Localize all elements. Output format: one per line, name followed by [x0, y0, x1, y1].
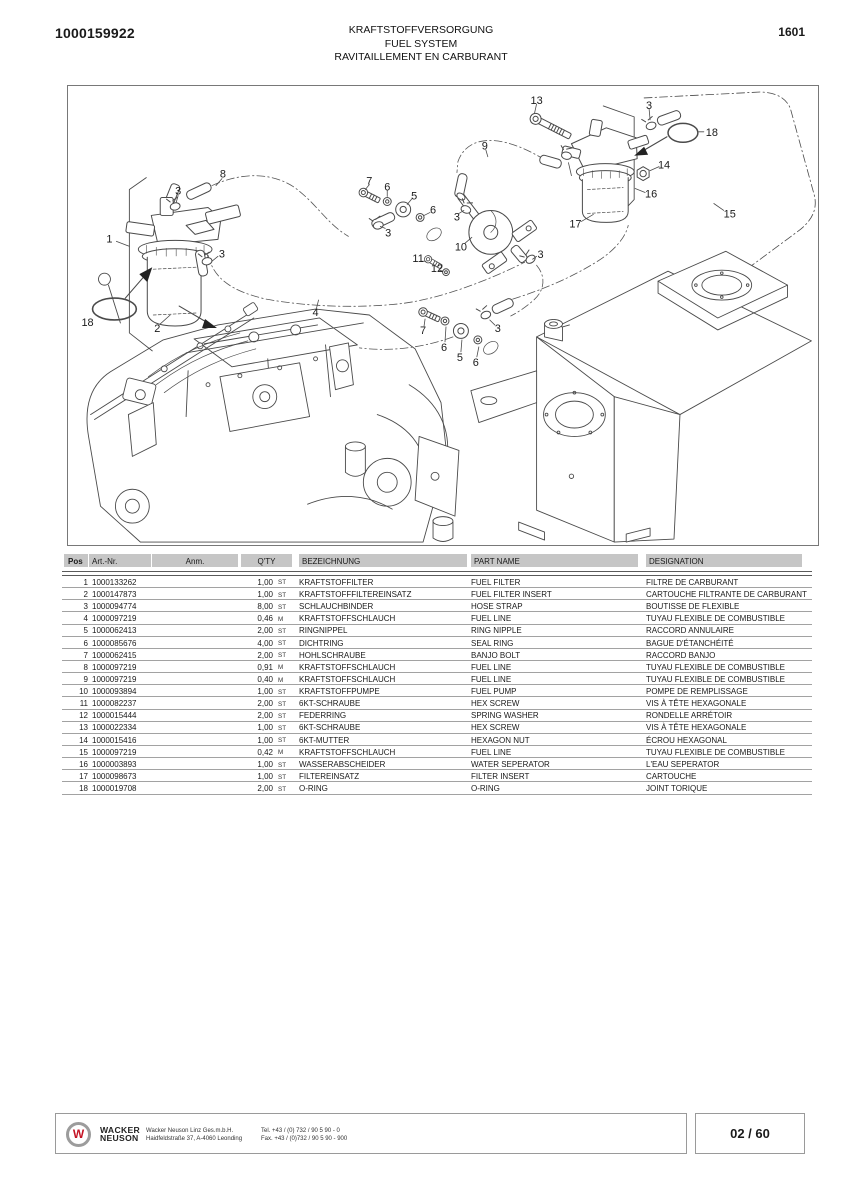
cell-art: 1000094774 [92, 602, 137, 612]
cell-part: SPRING WASHER [471, 711, 539, 721]
col-header-qty: Q'TY [241, 554, 292, 567]
cell-pos: 4 [83, 614, 88, 624]
cell-part: RING NIPPLE [471, 626, 522, 636]
callout-label: 12 [430, 263, 444, 276]
table-row [62, 722, 812, 734]
cell-pos: 18 [79, 784, 88, 794]
cell-part: BANJO BOLT [471, 650, 521, 660]
page-indicator: 02 / 60 [695, 1113, 805, 1154]
table-row [62, 588, 812, 600]
cell-unit: ST [278, 725, 287, 733]
cell-desig: CARTOUCHE FILTRANTE DE CARBURANT [646, 589, 807, 599]
cell-unit: ST [278, 652, 287, 660]
cell-art: 1000022334 [92, 723, 137, 733]
table-row [62, 673, 812, 685]
brand-line1: WACKER [100, 1125, 140, 1135]
cell-unit: M [278, 664, 284, 672]
cell-unit: M [278, 615, 284, 623]
col-header-bezeichnung: BEZEICHNUNG [299, 554, 467, 567]
cell-bez: WASSERABSCHEIDER [299, 759, 386, 769]
cell-part: WATER SEPERATOR [471, 759, 550, 769]
cell-pos: 8 [83, 662, 88, 672]
cell-bez: DICHTRING [299, 638, 344, 648]
cell-desig: TUYAU FLEXIBLE DE COMBUSTIBLE [646, 747, 785, 757]
callout-label: 3 [537, 249, 544, 262]
diagram-svg [68, 86, 818, 545]
table-row [62, 746, 812, 758]
document-number: 1000159922 [55, 25, 135, 41]
o-ring-illustration [668, 123, 698, 142]
cell-desig: ÉCROU HEXAGONAL [646, 735, 727, 745]
cell-qty: 0,42 [257, 747, 273, 757]
cell-part: FUEL LINE [471, 747, 512, 757]
cell-bez: KRAFTSTOFFPUMPE [299, 687, 380, 697]
engine-illustration [87, 273, 448, 542]
page-title [0, 24, 842, 65]
cell-desig: FILTRE DE CARBURANT [646, 577, 739, 587]
cell-qty: 1,00 [257, 687, 273, 697]
title-german: KRAFTSTOFFVERSORGUNG [348, 24, 494, 36]
company-street: Haidfeldstraße 37, A-4060 Leonding [146, 1135, 243, 1142]
cell-pos: 5 [83, 626, 88, 636]
callout-label: 7 [366, 175, 373, 188]
cell-desig: RACCORD BANJO [646, 650, 716, 660]
callout-label: 5 [411, 190, 418, 203]
cell-bez: KRAFTSTOFFSCHLAUCH [299, 662, 396, 672]
water-separator-illustration [528, 106, 698, 222]
cell-unit: ST [278, 591, 287, 599]
cell-unit: ST [278, 761, 287, 769]
callout-label: 11 [412, 253, 424, 266]
cell-pos: 17 [79, 772, 88, 782]
cell-bez: 6KT-MUTTER [299, 735, 350, 745]
col-header-pos: Pos [64, 554, 88, 567]
long-bolt-illustration [528, 111, 572, 141]
brand-text [100, 1126, 140, 1143]
table-row [62, 661, 812, 673]
cell-part: FILTER INSERT [471, 772, 530, 782]
cell-qty: 8,00 [257, 602, 273, 612]
cell-art: 1000015444 [92, 711, 137, 721]
cell-pos: 11 [79, 699, 88, 709]
cell-part: FUEL FILTER INSERT [471, 589, 552, 599]
cell-unit: M [278, 749, 284, 757]
table-row [62, 600, 812, 612]
cell-unit: ST [278, 688, 287, 696]
cell-bez: 6KT-SCHRAUBE [299, 723, 361, 733]
cell-part: HEX SCREW [471, 723, 520, 733]
cell-part: FUEL PUMP [471, 687, 517, 697]
cell-bez: O-RING [299, 784, 328, 794]
cell-unit: ST [278, 603, 287, 611]
cell-bez: KRAFTSTOFFSCHLAUCH [299, 674, 396, 684]
cell-qty: 0,40 [257, 674, 273, 684]
fuel-pump-illustration [423, 173, 537, 276]
cell-art: 1000062415 [92, 650, 137, 660]
table-row [62, 612, 812, 624]
table-row [62, 710, 812, 722]
callout-label: 8 [219, 168, 227, 181]
title-french: RAVITAILLEMENT EN CARBURANT [334, 51, 508, 63]
cell-desig: RONDELLE ARRÉTOIR [646, 711, 733, 721]
cell-unit: ST [278, 640, 287, 648]
cell-desig: POMPE DE REMPLISSAGE [646, 687, 748, 697]
callout-label: 18 [705, 126, 718, 139]
callout-label: 6 [440, 341, 448, 354]
diagram-frame [67, 85, 819, 546]
cell-desig: VIS À TÊTE HEXAGONALE [646, 723, 747, 733]
col-header-anm: Anm. [152, 554, 238, 567]
cell-art: 1000097219 [92, 614, 137, 624]
callout-label: 3 [385, 227, 392, 240]
col-header-part-name: PART NAME [471, 554, 638, 567]
cell-unit: ST [278, 627, 287, 635]
cell-unit: ST [278, 785, 287, 793]
cell-part: O-RING [471, 784, 500, 794]
cell-bez: HOHLSCHRAUBE [299, 650, 366, 660]
cell-unit: ST [278, 737, 287, 745]
callout-label: 6 [472, 356, 479, 369]
callout-label: 2 [154, 322, 161, 335]
cell-part: HEXAGON NUT [471, 735, 530, 745]
cell-part: HOSE STRAP [471, 602, 523, 612]
cell-pos: 14 [79, 735, 88, 745]
callout-label: 18 [81, 316, 94, 329]
cell-art: 1000093894 [92, 687, 137, 697]
cell-desig: RACCORD ANNULAIRE [646, 626, 735, 636]
cell-qty: 2,00 [257, 711, 273, 721]
cell-art: 1000019708 [92, 784, 137, 794]
cell-bez: SCHLAUCHBINDER [299, 602, 374, 612]
cell-desig: BOUTISSE DE FLEXIBLE [646, 602, 740, 612]
table-row [62, 734, 812, 746]
cell-desig: TUYAU FLEXIBLE DE COMBUSTIBLE [646, 614, 785, 624]
cell-qty: 4,00 [257, 638, 273, 648]
cell-art: 1000098673 [92, 772, 137, 782]
callout-label: 3 [646, 99, 653, 112]
wacker-neuson-logo [66, 1122, 91, 1147]
cell-pos: 6 [83, 638, 88, 648]
title-english: FUEL SYSTEM [384, 37, 458, 50]
callout-label: 13 [530, 94, 543, 107]
cell-qty: 1,00 [257, 772, 273, 782]
cell-bez: KRAFTSTOFFILTER [299, 577, 374, 587]
w-icon: W [72, 1127, 85, 1141]
table-row [62, 770, 812, 782]
callout-label: 3 [218, 248, 226, 261]
cell-unit: ST [278, 773, 287, 781]
cell-qty: 0,91 [257, 662, 273, 672]
cell-bez: FEDERRING [299, 711, 347, 721]
callout-label: 3 [494, 322, 501, 335]
cell-qty: 1,00 [257, 589, 273, 599]
cell-qty: 1,00 [257, 759, 273, 769]
cell-desig: BAGUE D'ÉTANCHÉITÉ [646, 638, 734, 648]
cell-bez: KRAFTSTOFFSCHLAUCH [299, 747, 396, 757]
cell-art: 1000133262 [92, 577, 137, 587]
cell-unit: ST [278, 579, 287, 587]
cell-desig: CARTOUCHE [646, 772, 697, 782]
fax-number: Fax. +43 / (0)732 / 90 5 90 - 900 [261, 1135, 348, 1142]
callout-label: 6 [429, 204, 437, 217]
cell-qty: 1,00 [257, 723, 273, 733]
fuel-tank-illustration [471, 92, 815, 542]
table-row [62, 649, 812, 661]
table-row [62, 782, 812, 794]
table-row [62, 637, 812, 649]
cell-pos: 13 [79, 723, 88, 733]
cell-art: 1000082237 [92, 699, 137, 709]
table-row [62, 697, 812, 709]
phone-number: Tel. +43 / (0) 732 / 90 5 90 - 0 [261, 1127, 340, 1134]
cell-pos: 9 [83, 674, 88, 684]
cell-pos: 2 [83, 589, 88, 599]
cell-part: FUEL LINE [471, 614, 512, 624]
cell-qty: 2,00 [257, 650, 273, 660]
cell-desig: TUYAU FLEXIBLE DE COMBUSTIBLE [646, 662, 785, 672]
cell-art: 1000015416 [92, 735, 137, 745]
cell-part: HEX SCREW [471, 699, 520, 709]
cell-art: 1000097219 [92, 747, 137, 757]
cell-art: 1000097219 [92, 662, 137, 672]
cell-pos: 16 [79, 759, 88, 769]
parts-table-rows [62, 576, 812, 795]
cell-pos: 7 [83, 650, 88, 660]
col-header-designation: DESIGNATION [646, 554, 802, 567]
callout-label: 17 [569, 218, 582, 231]
callout-label: 9 [481, 140, 488, 153]
cell-art: 1000062413 [92, 626, 137, 636]
col-header-art-nr: Art.-Nr. [89, 554, 151, 567]
footer-bar [55, 1113, 687, 1154]
cell-desig: VIS À TÊTE HEXAGONALE [646, 699, 747, 709]
cell-pos: 1 [83, 577, 88, 587]
callout-label: 14 [657, 159, 671, 172]
cell-pos: 10 [79, 687, 88, 697]
callout-label: 1 [106, 233, 113, 246]
cell-pos: 3 [83, 602, 88, 612]
cell-desig: JOINT TORIQUE [646, 784, 708, 794]
callout-label: 6 [384, 181, 391, 194]
cell-bez: 6KT-SCHRAUBE [299, 699, 361, 709]
cell-art: 1000003893 [92, 759, 137, 769]
cell-unit: ST [278, 700, 287, 708]
cell-qty: 2,00 [257, 626, 273, 636]
cell-qty: 2,00 [257, 699, 273, 709]
cell-qty: 1,00 [257, 577, 273, 587]
callout-label: 10 [454, 241, 468, 254]
group-code: 1601 [778, 25, 805, 39]
cell-part: FUEL FILTER [471, 577, 521, 587]
cell-part: SEAL RING [471, 638, 514, 648]
contact-info [261, 1127, 347, 1143]
cell-qty: 2,00 [257, 784, 273, 794]
company-name: Wacker Neuson Linz Ges.m.b.H. [146, 1127, 234, 1134]
callout-label: 3 [175, 185, 182, 198]
cell-desig: TUYAU FLEXIBLE DE COMBUSTIBLE [646, 674, 785, 684]
table-row [62, 758, 812, 770]
cell-bez: FILTEREINSATZ [299, 772, 360, 782]
cell-part: FUEL LINE [471, 662, 512, 672]
callout-label: 16 [645, 188, 658, 201]
cell-pos: 15 [79, 747, 88, 757]
cell-unit: ST [278, 712, 287, 720]
table-row [62, 625, 812, 637]
table-row [62, 685, 812, 697]
cell-qty: 0,46 [257, 614, 273, 624]
cell-qty: 1,00 [257, 735, 273, 745]
callout-label: 5 [456, 351, 463, 364]
cell-desig: L'EAU SEPERATOR [646, 759, 720, 769]
callout-label: 15 [723, 208, 736, 221]
cell-bez: KRAFTSTOFFFILTEREINSATZ [299, 589, 412, 599]
company-address [146, 1127, 242, 1143]
cell-pos: 12 [79, 711, 88, 721]
cell-art: 1000085676 [92, 638, 137, 648]
cell-art: 1000097219 [92, 674, 137, 684]
header-rule [62, 571, 812, 576]
cell-bez: KRAFTSTOFFSCHLAUCH [299, 614, 396, 624]
callout-label: 3 [453, 211, 460, 224]
callout-label: 4 [312, 306, 319, 319]
cell-bez: RINGNIPPEL [299, 626, 348, 636]
cell-part: FUEL LINE [471, 674, 512, 684]
cell-unit: M [278, 676, 284, 684]
table-row [62, 576, 812, 588]
brand-line2: NEUSON [100, 1133, 139, 1144]
callout-label: 7 [420, 324, 427, 337]
cell-art: 1000147873 [92, 589, 137, 599]
